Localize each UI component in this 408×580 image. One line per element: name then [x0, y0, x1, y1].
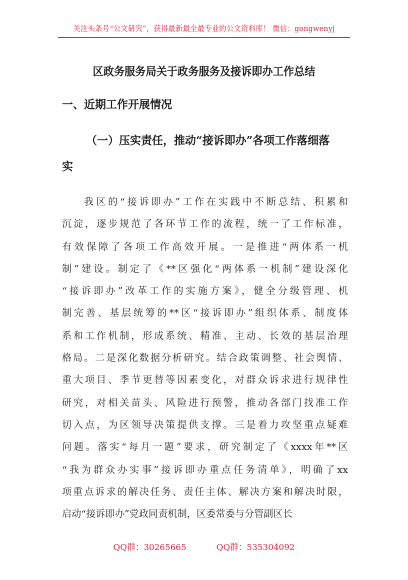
footer-contacts — [0, 541, 408, 553]
body-line: 有效保障了各项工作高效开展。一是推进“两体系一机 — [62, 241, 348, 253]
subsection-heading — [62, 128, 346, 180]
body-line: 系和工作机制，形成系统、精准、主动、长效的基层治理 — [62, 330, 348, 342]
body-line: 重大项目、季节更替等因素变化，对群众诉求进行规律性 — [62, 375, 348, 387]
body-line: 启动“接诉即办”党政同责机制，区委常委与分管副区长 — [62, 509, 293, 521]
body-line: 项重点诉求的解决任务、责任主体、解决方案和解决时限， — [62, 486, 348, 498]
body-line: 我区的“接诉即办”工作在实践中不断总结、积累和 — [84, 197, 348, 208]
body-paragraph — [62, 192, 348, 526]
subsection-heading-line: （一）压实责任，推动“接诉即办”各项工作落细落 — [86, 134, 330, 147]
body-line: 切入点，为区领导决策提供支撑。三是着力攻坚重点疑难 — [62, 419, 348, 431]
body-line: “接诉即办”改革工作的实施方案》，健全分级管理、机 — [62, 286, 348, 298]
body-line: 沉淀，逐步规范了各环节工作的流程，统一了工作标准， — [62, 219, 348, 231]
body-line: 制完善、基层统筹的**区“接诉即办”组织体系、制度体 — [62, 308, 348, 320]
subsection-heading-line: 实 — [62, 160, 73, 173]
body-line: 制”建设。制定了《**区强化“两体系一机制”建设深化 — [62, 263, 348, 275]
footer-qq-group-1: QQ群：30265665 — [113, 542, 187, 552]
body-line: 研究，对相关苗头、风险进行预警，推动各部门找准工作 — [62, 397, 348, 409]
body-line: “我为群众办实事”接诉即办重点任务清单》，明确了xx — [62, 464, 348, 476]
document-title: 区政务服务局关于政务服务及接诉即办工作总结 — [92, 66, 316, 78]
header-banner: 关注头条号“公文研究”，获得最新最全最专业的公文资料库！ 微信：gongwenyj — [73, 24, 335, 33]
header-divider — [58, 37, 350, 38]
section-heading: 一、近期工作开展情况 — [62, 98, 172, 111]
footer-qq-group-2: QQ群：535304092 — [216, 542, 295, 552]
body-line: 格局。二是深化数据分析研究。结合政策调整、社会舆情、 — [62, 353, 348, 365]
body-line: 问题。落实“每月一题”要求，研究制定了《xxxx年**区 — [62, 442, 348, 454]
